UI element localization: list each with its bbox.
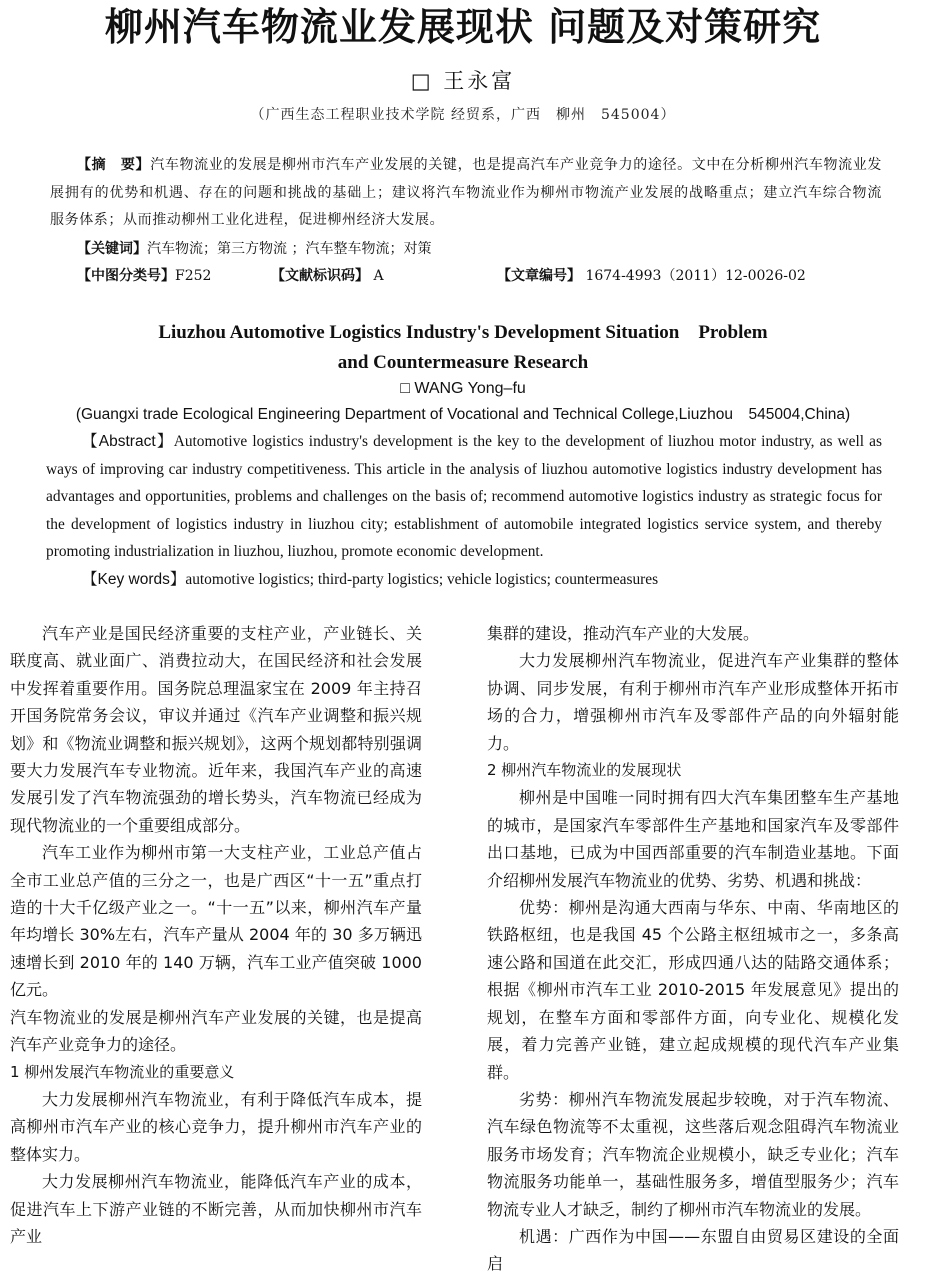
body-paragraph: 大力发展柳州汽车物流业，促进汽车产业集群的整体协调、同步发展，有利于柳州市汽车产业形成整体开拓市场的合力，增强柳州市汽车及零部件产品的向外辐射能力。 (487, 651, 899, 753)
abstract-cn-text: 汽车物流业的发展是柳州市汽车产业发展的关键，也是提高汽车产业竞争力的途径。文中在分析柳州汽车物流业发展拥有的优势和机遇、存在的问题和挑战的基础上；建议将汽车物流业作为柳州市物流产业发展的战略重点；建立汽车综合物流服务体系；从而推动柳州工业化进程，促进柳州经济大发展。 (50, 157, 882, 228)
abstract-cn (50, 152, 882, 235)
body-paragraph: 汽车物流业的发展是柳州汽车产业发展的关键，也是提高汽车产业竞争力的途径。 (10, 1007, 422, 1055)
paper-title-en-line1: Liuzhou Automotive Logistics Industry's Development Situation Problem (158, 322, 768, 343)
body-paragraph: 柳州是中国唯一同时拥有四大汽车集团整车生产基地的城市，是国家汽车零部件生产基地和国家汽车及零部件出口基地，已成为中国西部重要的汽车制造业基地。下面介绍柳州发展汽车物流业的优势、劣势、机遇和挑战： (487, 788, 899, 890)
paper-title-en (0, 318, 926, 378)
paper-title-cn: 柳州汽车物流业发展现状 问题及对策研究 (104, 5, 822, 49)
keywords-en (82, 567, 914, 593)
paper-title-en-line2: and Countermeasure Research (337, 352, 589, 373)
body-paragraph: 大力发展柳州汽车物流业，能降低汽车产业的成本，促进汽车上下游产业链的不断完善，从而加快柳州市汽车产业 (10, 1172, 422, 1246)
author-en: □ WANG Yong–fu (400, 380, 526, 397)
article-number: 【文章编号】 1674-4993（2011）12-0026-02 (497, 268, 806, 284)
section-heading-1: 1 柳州发展汽车物流业的重要意义 (10, 1062, 235, 1081)
keywords-cn-label: 【关键词】 (77, 241, 147, 257)
abstract-en-text: Automotive logistics industry's development is the key to the development of liuzhou motor industry, as well as ways of improving car industry competitiveness. This article in the analysis of liuzhou automotive logistics industry development has advantages and opportunities, problems and challenges on the basis of; recommend automotive logistics industry as strategic focus for the development of logistics industry in liuzhou city; establishment of automobile integrated logistics service system, and thereby promoting industrialization in liuzhou, liuzhou, promote economic development. (46, 433, 882, 561)
body-paragraph: 汽车产业是国民经济重要的支柱产业，产业链长、关联度高、就业面广、消费拉动大，在国民经济和社会发展中发挥着重要作用。国务院总理温家宝在 2009 年主持召开国务院常务会议，审议并通过《汽车产业调整和振兴规划》和《物流业调整和振兴规划》，这两个规划都特别强调要大力发展汽车专业物流。近年来，我国汽车产业的高速发展引发了汽车物流强劲的增长势头，汽车物流已经成为现代物流业的一个重要组成部分。 (10, 624, 422, 835)
body-column-left (10, 620, 422, 1250)
abstract-en (46, 428, 882, 566)
document-code: 【文献标识码】 A (271, 268, 384, 284)
section-heading-2: 2 柳州汽车物流业的发展现状 (487, 761, 682, 780)
keywords-cn-text: 汽车物流；第三方物流 ；汽车整车物流；对策 (147, 241, 432, 257)
keywords-en-text: automotive logistics; third-party logistics; vehicle logistics; countermeasures (185, 571, 659, 588)
keywords-en-label: 【Key words】 (82, 571, 186, 588)
abstract-en-label: 【Abstract】 (82, 433, 174, 450)
body-paragraph: 大力发展柳州汽车物流业，有利于降低汽车成本，提高柳州市汽车产业的核心竞争力，提升柳州市汽车产业的整体实力。 (10, 1089, 422, 1164)
affiliation-en: (Guangxi trade Ecological Engineering Department of Vocational and Technical College,Liuzhou 545004,China) (75, 406, 851, 423)
keywords-cn (77, 236, 909, 263)
body-column-right (487, 620, 899, 1278)
author-cn: □ 王永富 (410, 69, 516, 93)
body-paragraph: 汽车工业作为柳州市第一大支柱产业，工业总产值占全市工业总产值的三分之一，也是广西区“十一五”重点打造的十大千亿级产业之一。“十一五”以来，柳州汽车产量年均增长 30%左右，汽车产量从 2004 年的 30 多万辆迅速增长到 2010 年的 140 万辆，汽车工业产值突破 1000 亿元。 (10, 843, 422, 1000)
body-paragraph: 劣势：柳州汽车物流发展起步较晚，对于汽车物流、汽车绿色物流等不太重视，这些落后观念阻碍汽车物流业服务市场发育；汽车物流企业规模小，缺乏专业化；汽车物流服务功能单一，基础性服务多，增值型服务少；汽车物流专业人才缺乏，制约了柳州市汽车物流业的发展。 (487, 1089, 899, 1219)
clc-number: 【中图分类号】F252 (77, 268, 212, 284)
body-paragraph: 优势：柳州是沟通大西南与华东、中南、华南地区的铁路枢纽，也是我国 45 个公路主枢纽城市之一，多条高速公路和国道在此交汇，形成四通八达的陆路交通体系；根据《柳州市汽车工业 2010-2015 年发展意见》提出的规划，在整车方面和零部件方面，向专业化、规模化发展，着力完善产业链，建立起成规模的现代汽车产业集群。 (487, 898, 899, 1082)
affiliation-cn: （广西生态工程职业技术学院 经贸系，广西 柳州 545004） (250, 107, 676, 123)
body-paragraph: 机遇：广西作为中国——东盟自由贸易区建设的全面启 (487, 1226, 899, 1274)
abstract-cn-label: 【摘 要】 (77, 157, 151, 173)
body-paragraph: 集群的建设，推动汽车产业的大发展。 (487, 624, 760, 643)
